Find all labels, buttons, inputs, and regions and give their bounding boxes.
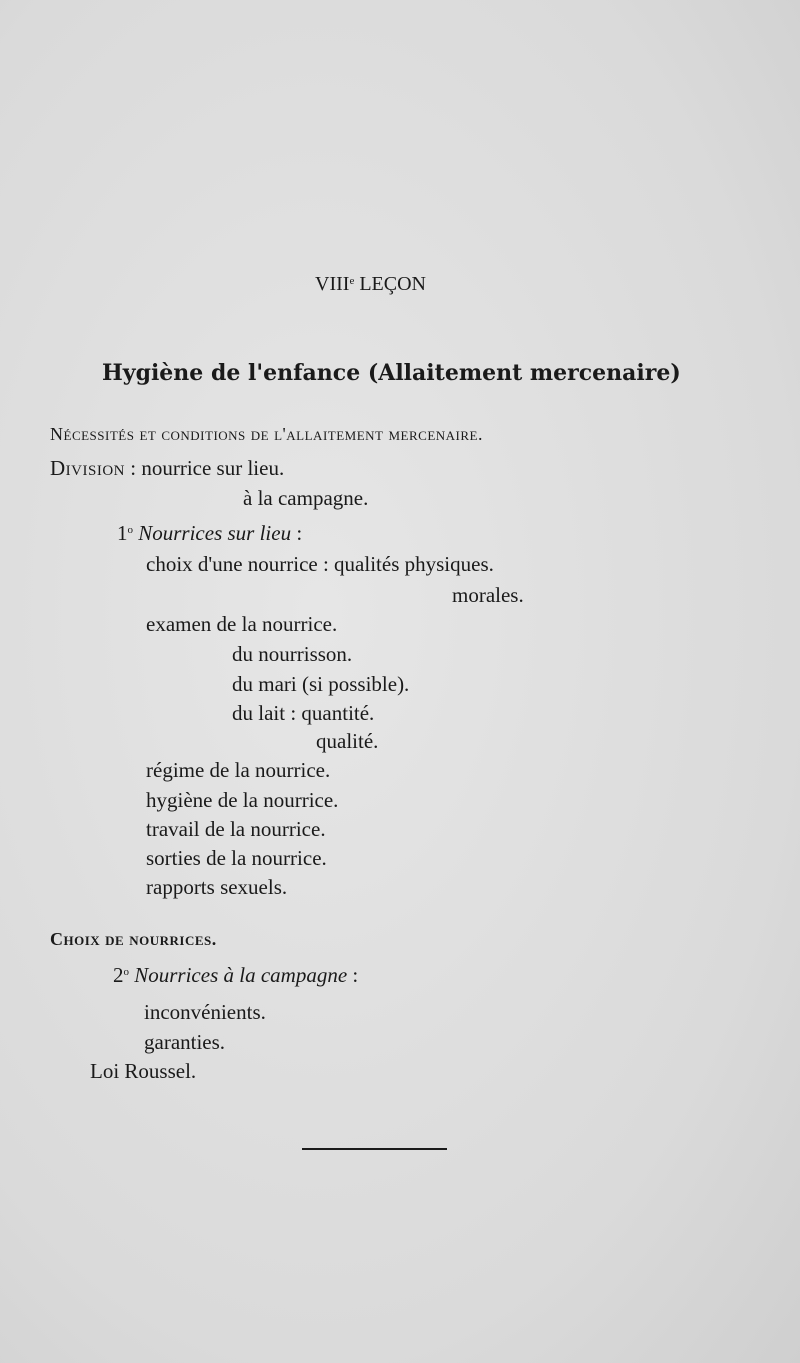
part2-title: Nourrices à la campagne (134, 963, 348, 987)
division-text-1: : nourrice sur lieu. (130, 456, 285, 480)
mari-line: du mari (si possible). (232, 672, 410, 696)
section-heading-choix: Choix de nourrices. (50, 929, 217, 949)
qualite-line: qualité. (316, 729, 379, 753)
part1-title: Nourrices sur lieu (138, 521, 292, 545)
examen-line: examen de la nourrice. (146, 612, 338, 636)
division-line-1 (50, 458, 284, 479)
choix-line: choix d'une nourrice : qualités physiques. (146, 552, 494, 576)
garanties-line: garanties. (144, 1030, 226, 1054)
hygiene-line: hygiène de la nourrice. (146, 788, 339, 812)
lait-line: du lait : quantité. (232, 701, 375, 725)
sorties-line: sorties de la nourrice. (146, 846, 327, 870)
regime-line: régime de la nourrice. (146, 758, 331, 782)
travail-line: travail de la nourrice. (146, 817, 326, 841)
lesson-word: LEÇON (359, 273, 426, 295)
rapports-line: rapports sexuels. (146, 875, 288, 899)
morales-line: morales. (452, 583, 524, 607)
division-line-2: à la campagne. (243, 486, 369, 510)
closing-rule (302, 1148, 447, 1150)
lesson-heading (315, 274, 426, 294)
division-label: Division (50, 456, 125, 480)
nourrisson-line: du nourrisson. (232, 642, 353, 666)
inconvenients-line: inconvénients. (144, 1000, 266, 1024)
loi-line: Loi Roussel. (90, 1059, 197, 1083)
part1-heading (117, 523, 302, 544)
lesson-number-suffix: e (349, 275, 355, 287)
section-heading-necessites: Nécessités et conditions de l'allaitement mercenaire. (50, 424, 483, 444)
part1-number: 1 (117, 521, 128, 545)
part1-colon: : (296, 521, 303, 545)
page-title: Hygiène de l'enfance (Allaitement mercenaire) (102, 360, 681, 386)
part2-number: 2 (113, 963, 124, 987)
part1-number-suffix: o (127, 524, 133, 536)
part2-heading (113, 965, 358, 986)
part2-number-suffix: o (123, 966, 129, 978)
lesson-number: VIII (315, 273, 350, 295)
part2-colon: : (352, 963, 359, 987)
